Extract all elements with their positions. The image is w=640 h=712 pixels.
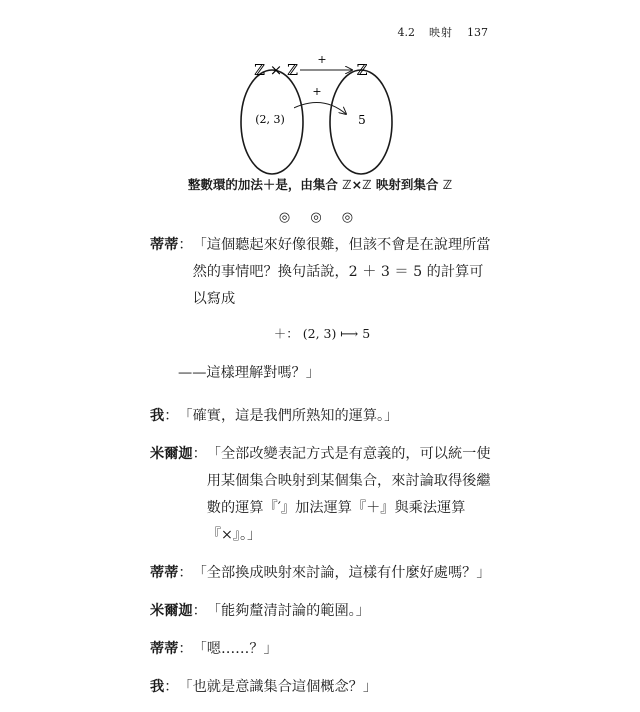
speech-text: 「能夠釐清討論的範圍。」 <box>206 603 370 619</box>
section-number: 4.2 <box>397 26 415 39</box>
section-separator: ◎ ◎ ◎ <box>278 210 362 225</box>
running-header <box>398 24 489 40</box>
speech-continuation: ——這樣理解對嗎？」 <box>178 365 320 381</box>
speaker-name: 蒂蒂： <box>150 641 193 657</box>
image-label: 5 <box>358 113 366 127</box>
dialogue-line <box>150 560 494 587</box>
formula: ＋： (2, 3) ⟼ 5 <box>273 326 371 341</box>
speech-text: 「全部換成映射來討論，這樣有什麼好處嗎？」 <box>192 565 491 581</box>
speaker-name: 我： <box>150 408 179 424</box>
mapping-diagram <box>200 48 440 188</box>
arrow-plus-label: + <box>317 53 327 66</box>
speaker-name: 我： <box>150 679 179 695</box>
codomain-label: ℤ <box>356 61 368 79</box>
dialogue-line <box>150 403 494 430</box>
dialogue-line <box>150 232 494 313</box>
dialogue-line <box>150 636 494 663</box>
speaker-name: 蒂蒂： <box>150 237 193 253</box>
dialogue <box>150 232 494 712</box>
speaker-name: 蒂蒂： <box>150 565 193 581</box>
dialogue-line <box>150 598 494 625</box>
figure-caption: 整數環的加法＋是，由集合 ℤ×ℤ 映射到集合 ℤ <box>187 177 453 192</box>
domain-label: ℤ × ℤ <box>253 61 299 79</box>
page-number: 137 <box>467 26 488 39</box>
speaker-name: 米爾迦： <box>150 446 207 462</box>
section-title: 映射 <box>429 26 453 39</box>
speech-text: 「嗯……？」 <box>192 641 278 657</box>
speech-text: 「全部改變表記方式是有意義的，可以統一使用某個集合映射到某個集合，來討論取得後繼數的運算『′』加法運算『＋』與乘法運算『×』。」 <box>206 446 491 543</box>
speech-text: 「也就是意識集合這個概念？」 <box>178 679 378 695</box>
dialogue-line <box>150 441 494 549</box>
speaker-name: 米爾迦： <box>150 603 207 619</box>
element-label: (2, 3) <box>255 113 285 126</box>
speech-text: 「確實，這是我們所熟知的運算。」 <box>178 408 399 424</box>
element-arrow <box>286 102 346 114</box>
element-arrow-plus-label: + <box>312 85 322 98</box>
speech-text: 「這個聽起來好像很難，但該不會是在說理所當然的事情吧？換句話說，2 ＋ 3 ＝ 5 的計算可以寫成 <box>192 237 491 307</box>
dialogue-line <box>150 674 494 701</box>
